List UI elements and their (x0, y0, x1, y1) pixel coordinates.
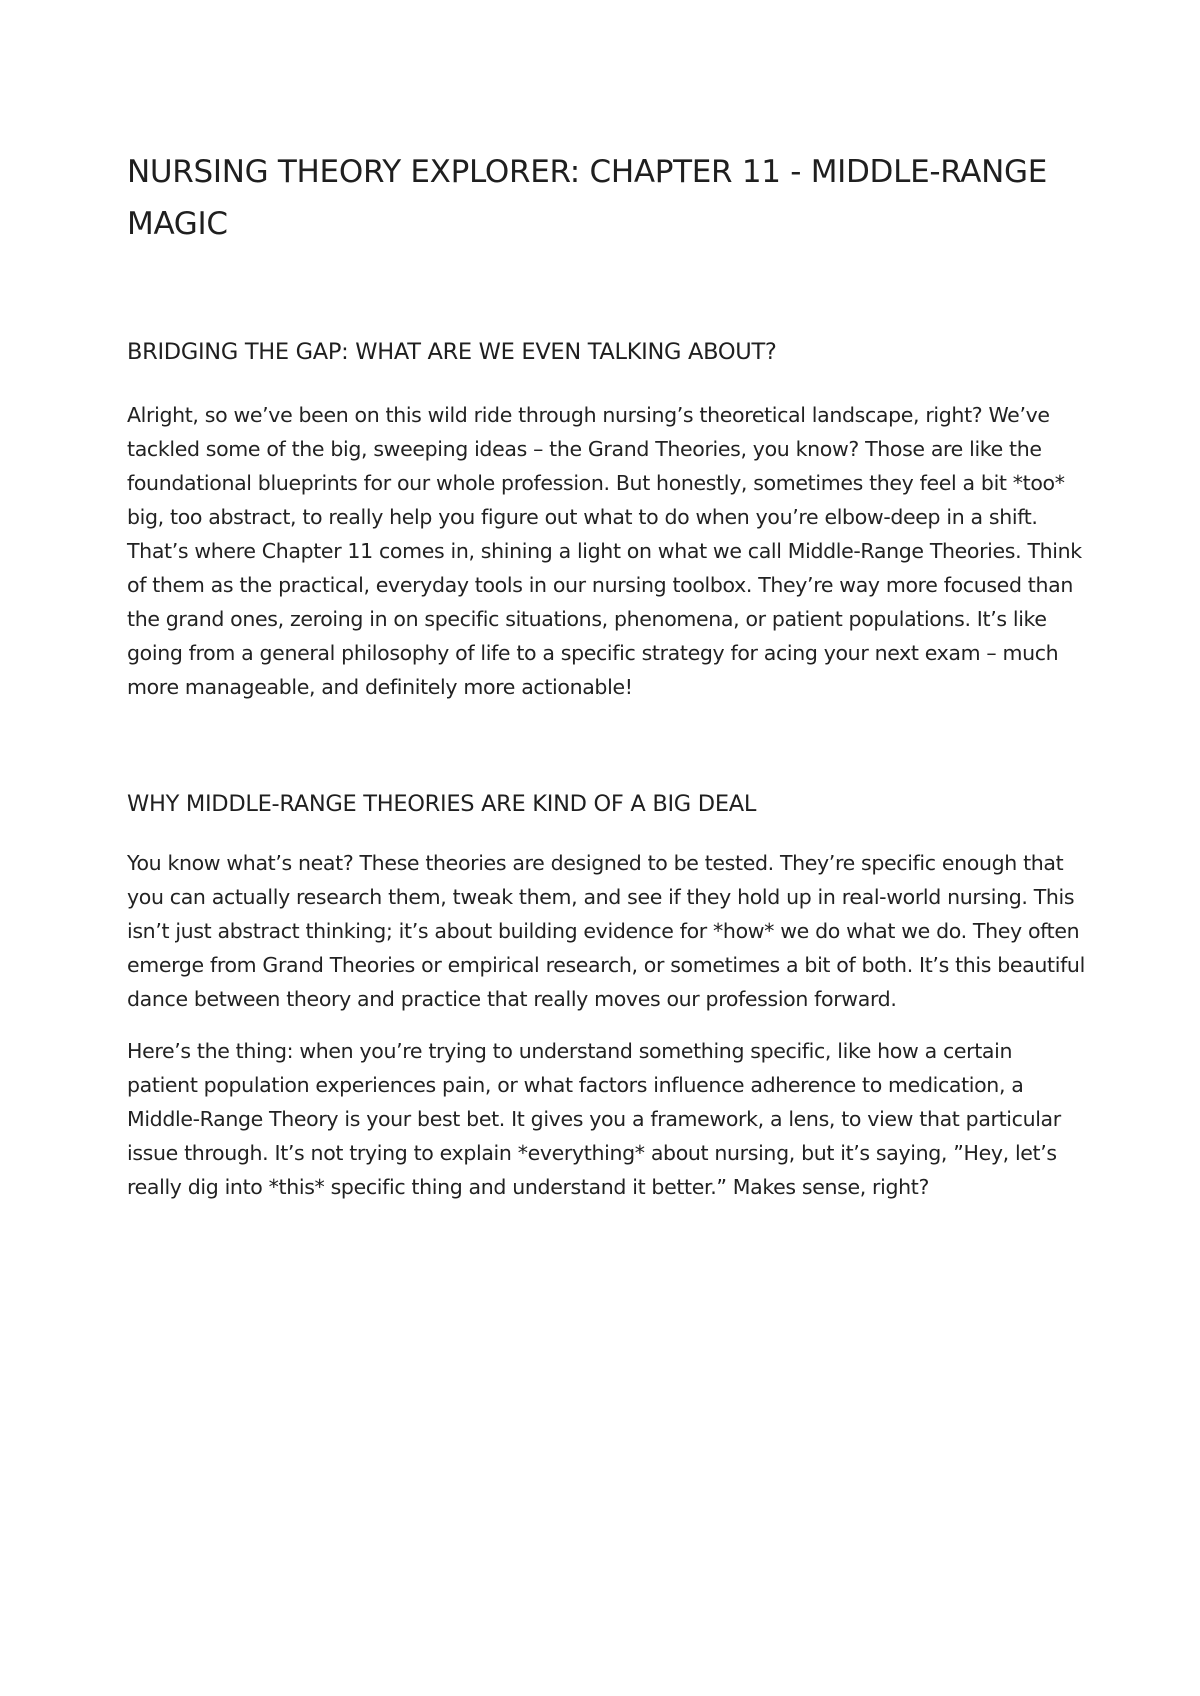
section-bridging-the-gap (127, 336, 1087, 704)
section-why-middle-range (127, 788, 1087, 1204)
document-title: NURSING THEORY EXPLORER: CHAPTER 11 - MIDDLE-RANGE MAGIC (127, 154, 1048, 242)
document-page (127, 146, 1087, 1204)
section-heading: BRIDGING THE GAP: WHAT ARE WE EVEN TALKING ABOUT? (127, 339, 777, 365)
paragraph: You know what’s neat? These theories are designed to be tested. They’re specific enough that you can actually research them, tweak them, and see if they hold up in real-world nursing. This isn’t just abstract thinking; it’s about building evidence for *how* we do what we do. They often emerge from Grand Theories or empirical research, or sometimes a bit of both. It’s this beautiful dance between theory and practice that really moves our profession forward. (127, 851, 1085, 1011)
paragraph: Alright, so we’ve been on this wild ride through nursing’s theoretical landscape, right? We’ve tackled some of the big, sweeping ideas – the Grand Theories, you know? Those are like the foundational blueprints for our whole profession. But honestly, sometimes they feel a bit *too* big, too abstract, to really help you figure out what to do when you’re elbow-deep in a shift. That’s where Chapter 11 comes in, shining a light on what we call Middle-Range Theories. Think of them as the practical, everyday tools in our nursing toolbox. They’re way more focused than the grand ones, zeroing in on specific situations, phenomena, or patient populations. It’s like going from a general philosophy of life to a specific strategy for acing your next exam – much more manageable, and definitely more actionable! (127, 403, 1082, 699)
section-heading: WHY MIDDLE-RANGE THEORIES ARE KIND OF A BIG DEAL (127, 791, 757, 817)
paragraph: Here’s the thing: when you’re trying to understand something specific, like how a certain patient population experiences pain, or what factors influence adherence to medication, a Middle-Range Theory is your best bet. It gives you a framework, a lens, to view that particular issue through. It’s not trying to explain *everything* about nursing, but it’s saying, ”Hey, let’s really dig into *this* specific thing and understand it better.” Makes sense, right? (127, 1039, 1061, 1199)
